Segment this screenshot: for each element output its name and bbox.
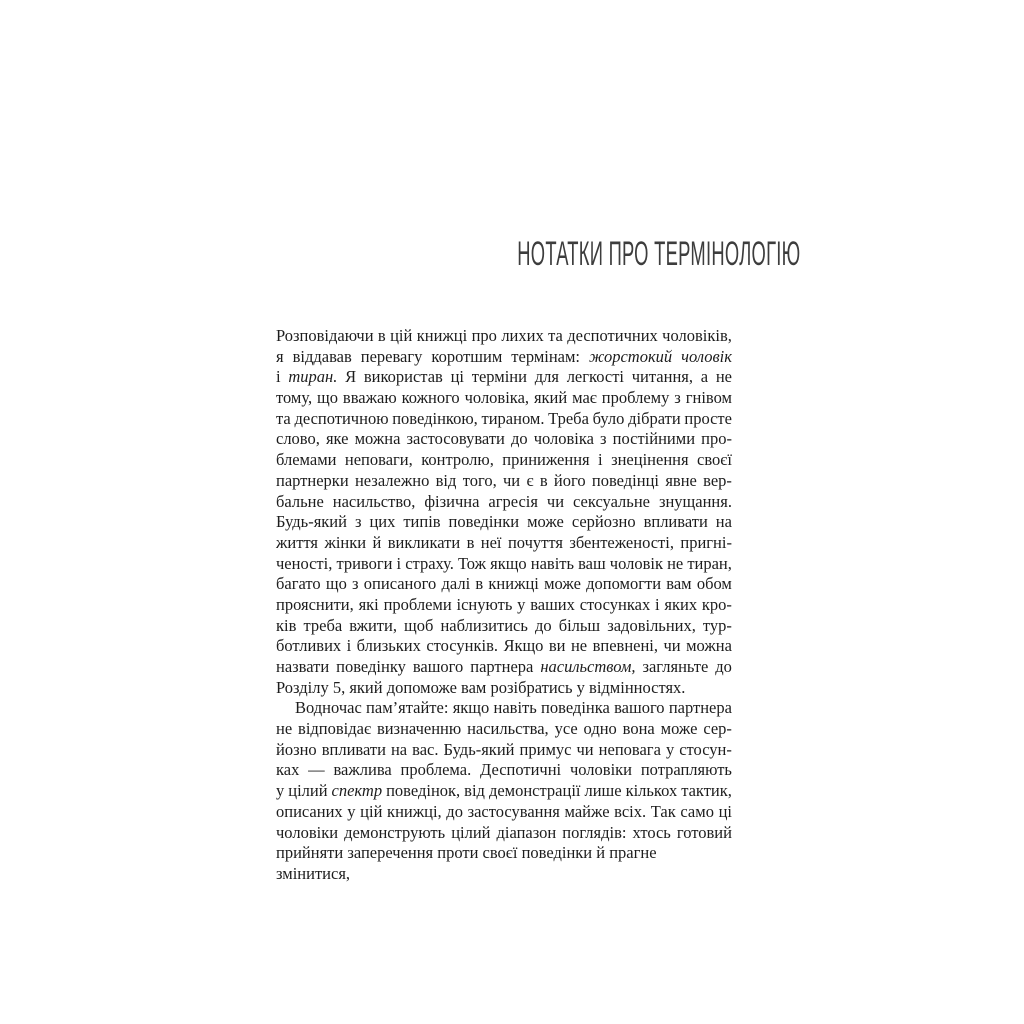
- body-text: ці: [450, 367, 464, 387]
- body-text: Розділу 5, який допоможе вам розібратись у відмінностях.: [276, 677, 686, 697]
- emphasized-text: чоловік: [681, 346, 732, 366]
- body-text: кожного: [401, 388, 460, 408]
- text-line: [276, 802, 732, 823]
- body-text: та: [548, 326, 563, 345]
- body-text: лихих: [501, 326, 544, 345]
- body-text: якщо: [490, 553, 527, 573]
- body-text: задовільних,: [607, 615, 696, 635]
- body-text: вважаю: [342, 388, 397, 408]
- text-line: [276, 719, 732, 740]
- body-text: ваш: [578, 553, 606, 573]
- body-text: і: [276, 367, 281, 387]
- body-text: може: [527, 512, 564, 532]
- text-line: [276, 760, 732, 781]
- body-text: збентеженості,: [569, 532, 674, 552]
- body-text: застосування: [467, 801, 560, 821]
- body-text: яке: [325, 429, 349, 449]
- body-text: застосовувати: [406, 429, 505, 449]
- body-text: бальне: [276, 491, 324, 511]
- body-text: приниження: [502, 450, 590, 470]
- body-text: впливати: [643, 512, 708, 532]
- body-text: ваших: [530, 594, 575, 614]
- body-text: від: [435, 470, 457, 490]
- body-text: —: [308, 760, 325, 780]
- body-text: неї: [480, 532, 502, 552]
- body-text: у: [276, 781, 285, 801]
- body-text: існують: [456, 594, 513, 614]
- body-text: який: [533, 388, 568, 408]
- body-text: діапазон: [496, 822, 557, 842]
- body-text: само: [680, 801, 714, 821]
- body-text: до: [446, 801, 463, 821]
- body-text: чи: [576, 739, 594, 759]
- text-line: [276, 388, 732, 409]
- body-text: легкості: [566, 367, 624, 387]
- body-text: поведінка: [541, 698, 610, 718]
- body-text: тур-: [702, 615, 732, 635]
- body-text: яких: [664, 594, 698, 614]
- body-text: чоловіки: [276, 822, 339, 842]
- body-text: поведінці: [591, 470, 660, 490]
- body-text: можна: [686, 636, 732, 656]
- body-text: тираном.: [481, 408, 545, 428]
- body-text: пам’ятайте:: [366, 698, 449, 718]
- body-text: йозно: [276, 739, 317, 759]
- body-text: усе: [554, 719, 578, 739]
- body-text: можна: [354, 429, 401, 449]
- body-text: стосунків.: [426, 636, 498, 656]
- body-text: не: [570, 636, 588, 656]
- body-text: може: [544, 574, 581, 594]
- body-text: більш: [558, 615, 601, 635]
- body-text: від: [464, 781, 485, 801]
- body-text: Так: [650, 801, 676, 821]
- body-text: вер-: [703, 470, 732, 490]
- body-text: чоловік: [609, 553, 663, 573]
- text-line: [276, 533, 732, 554]
- body-text: типів: [403, 512, 441, 532]
- body-text: в: [539, 470, 548, 490]
- body-text: ці: [718, 801, 732, 821]
- body-text: на: [715, 512, 732, 532]
- page-body: [276, 326, 732, 883]
- body-text: має: [572, 388, 597, 408]
- body-text: використав: [363, 367, 443, 387]
- body-text: навіть: [493, 698, 537, 718]
- body-text: життя: [276, 532, 319, 552]
- text-line: [276, 636, 732, 657]
- body-text: того,: [462, 470, 497, 490]
- body-text: чоловіка,: [464, 388, 530, 408]
- body-text: багато: [276, 574, 321, 594]
- text-line: [276, 409, 732, 430]
- emphasized-text: тиран.: [288, 367, 338, 387]
- body-text: ботливих: [276, 636, 342, 656]
- body-text: партнерки: [276, 470, 349, 490]
- body-text: є: [526, 470, 534, 490]
- body-text: відповідає: [298, 719, 372, 739]
- body-text: далі: [441, 574, 471, 594]
- body-text: ків: [276, 615, 297, 635]
- body-text: впливати: [321, 739, 386, 759]
- body-text: блемами: [276, 450, 337, 470]
- body-text: якщо: [452, 698, 490, 718]
- body-text: з: [352, 574, 359, 594]
- body-text: Треба: [548, 408, 589, 428]
- body-text: до: [715, 657, 732, 676]
- body-text: дібрати: [628, 408, 681, 428]
- page-title: НОТАТКИ ПРО ТЕРМІНОЛОГІЮ: [517, 235, 801, 273]
- body-text: важлива: [333, 760, 392, 780]
- body-text: не: [667, 553, 684, 573]
- body-text: й: [372, 532, 382, 552]
- body-text: ках: [276, 760, 300, 780]
- body-text: тиран,: [687, 553, 732, 573]
- body-text: знущання.: [658, 491, 732, 511]
- body-text: в: [377, 326, 386, 345]
- body-text: з: [354, 512, 362, 532]
- body-text: Будь-який: [276, 512, 347, 532]
- body-text: було: [592, 408, 625, 428]
- title-row: [276, 235, 801, 273]
- body-text: а: [700, 367, 709, 387]
- body-text: вашого: [412, 657, 464, 676]
- paragraph: [276, 698, 732, 883]
- body-text: насильства,: [467, 719, 549, 739]
- text-line: [276, 429, 732, 450]
- body-text: і: [346, 636, 352, 656]
- body-text: страху.: [405, 553, 454, 573]
- body-text: неповаги,: [344, 450, 413, 470]
- body-text: що: [317, 388, 338, 408]
- body-text: цілий: [451, 822, 491, 842]
- body-text: і: [396, 553, 402, 573]
- body-text: проблеми: [383, 594, 452, 614]
- body-text: може: [660, 719, 698, 739]
- text-line: [276, 512, 732, 533]
- body-text: Розповідаючи: [276, 326, 374, 345]
- body-text: Водночас: [295, 698, 362, 718]
- body-text: в: [466, 532, 475, 552]
- text-line: [276, 347, 732, 368]
- body-text: поглядів:: [562, 822, 627, 842]
- body-text: деспотичною: [294, 408, 389, 428]
- body-text: допомогти: [586, 574, 662, 594]
- body-text: чи: [663, 636, 681, 656]
- body-text: кро-: [701, 594, 732, 614]
- body-text: коротшим: [431, 346, 503, 366]
- body-text: агресія: [488, 491, 538, 511]
- body-text: цих: [369, 512, 396, 532]
- body-text: неповага: [598, 739, 661, 759]
- body-text: з: [600, 429, 607, 449]
- body-text: примус: [519, 739, 572, 759]
- body-text: стосунках: [579, 594, 651, 614]
- body-text: всіх.: [614, 801, 647, 821]
- body-text: книжці,: [387, 801, 442, 821]
- text-line: [276, 657, 732, 678]
- body-text: потрапляють: [640, 760, 732, 780]
- body-text: кількох: [625, 781, 678, 801]
- body-text: проблема.: [400, 760, 472, 780]
- body-text: вашого: [614, 698, 665, 718]
- body-text: явне: [665, 470, 697, 490]
- body-text: описаного: [363, 574, 437, 594]
- body-text: цілий: [288, 781, 328, 801]
- body-text: поведінок,: [386, 781, 461, 801]
- body-text: на: [390, 739, 408, 759]
- body-text: треба: [303, 615, 343, 635]
- body-text: лише: [584, 781, 622, 801]
- text-line: [276, 740, 732, 761]
- body-text: віддавав: [292, 346, 352, 366]
- body-text: і: [655, 594, 660, 614]
- body-text: термінам:: [511, 346, 581, 366]
- text-line: [276, 698, 732, 719]
- body-text: проблему: [601, 388, 670, 408]
- body-text: пригні-: [680, 532, 732, 552]
- body-text: не: [715, 367, 732, 387]
- body-text: контролю,: [421, 450, 494, 470]
- text-line: [276, 843, 732, 883]
- body-text: чи: [503, 470, 521, 490]
- text-line: [276, 616, 732, 637]
- body-text: у: [665, 739, 675, 759]
- body-text: тривоги: [336, 553, 393, 573]
- text-line: [276, 450, 732, 471]
- body-text: цій: [390, 326, 413, 345]
- body-text: у: [517, 594, 526, 614]
- text-line: [276, 574, 732, 595]
- body-text: в: [475, 574, 484, 594]
- body-text: партнера: [668, 698, 732, 718]
- body-text: щоб: [404, 615, 434, 635]
- body-text: одно: [583, 719, 617, 739]
- body-text: знецінення: [611, 450, 689, 470]
- body-text: не: [276, 719, 293, 739]
- body-text: Я: [345, 367, 357, 387]
- body-text: загляньте: [642, 657, 709, 676]
- body-text: демонстрації: [488, 781, 581, 801]
- body-text: викликати: [387, 532, 461, 552]
- body-text: сер-: [703, 719, 732, 739]
- body-text: ви: [548, 636, 566, 656]
- body-text: вам: [666, 574, 692, 594]
- body-text: що: [325, 574, 347, 594]
- body-text: назвати: [276, 657, 330, 676]
- text-line: [276, 471, 732, 492]
- body-text: своєї: [697, 450, 732, 470]
- text-line: [276, 554, 732, 575]
- text-line: [276, 492, 732, 513]
- body-text: чоловіків,: [662, 326, 732, 345]
- body-text: насильство,: [332, 491, 416, 511]
- body-text: майже: [564, 801, 610, 821]
- body-text: стосун-: [679, 739, 732, 759]
- body-text: і: [598, 450, 603, 470]
- body-text: впевнені,: [592, 636, 659, 656]
- body-text: вас.: [412, 739, 439, 759]
- body-text: та: [276, 408, 291, 428]
- body-text: фізична: [424, 491, 480, 511]
- body-text: описаних: [276, 801, 343, 821]
- body-text: хтось: [632, 822, 671, 842]
- body-text: обом: [696, 574, 732, 594]
- body-text: цій: [360, 801, 383, 821]
- body-text: постійними: [612, 429, 696, 449]
- body-text: поведінки: [448, 512, 520, 532]
- text-line: [276, 823, 732, 844]
- text-line: [276, 595, 732, 616]
- body-text: вона: [622, 719, 655, 739]
- body-text: почуття: [507, 532, 563, 552]
- body-text: готовий: [676, 822, 732, 842]
- emphasized-text: насильством,: [540, 657, 636, 676]
- body-text: Будь-який: [443, 739, 515, 759]
- emphasized-text: спектр: [331, 781, 383, 801]
- body-text: тому,: [276, 388, 313, 408]
- body-text: для: [534, 367, 559, 387]
- body-text: чи: [546, 491, 565, 511]
- emphasized-text: жорстокий: [589, 346, 673, 366]
- text-column: [276, 235, 801, 883]
- body-text: прийняти заперечення проти своєї поведінки й прагне змінитися,: [276, 843, 657, 883]
- body-text: демонструють: [344, 822, 446, 842]
- body-text: книжці: [416, 326, 468, 345]
- body-text: книжці: [488, 574, 539, 594]
- body-text: поведінкою,: [392, 408, 478, 428]
- body-text: його: [553, 470, 586, 490]
- body-text: чоловіки: [569, 760, 633, 780]
- body-text: Тож: [457, 553, 487, 573]
- body-text: незалежно: [354, 470, 430, 490]
- paragraph: [276, 326, 732, 698]
- body-text: наблизитись: [440, 615, 528, 635]
- text-line: [276, 326, 732, 347]
- body-text: вжити,: [349, 615, 397, 635]
- body-text: Деспотичні: [480, 760, 562, 780]
- body-text: які: [358, 594, 379, 614]
- body-text: до: [510, 429, 528, 449]
- body-text: просте: [684, 408, 732, 428]
- body-text: сексуальне: [573, 491, 650, 511]
- body-text: з: [674, 388, 681, 408]
- body-text: терміни: [471, 367, 527, 387]
- body-text: про-: [701, 429, 732, 449]
- body-text: жінки: [324, 532, 367, 552]
- body-text: навіть: [530, 553, 575, 573]
- body-text: гнівом: [685, 388, 732, 408]
- body-text: визначенню: [376, 719, 462, 739]
- body-text: я: [276, 346, 284, 366]
- body-text: чоловіка: [533, 429, 594, 449]
- body-text: близьких: [356, 636, 421, 656]
- text-line: [276, 678, 732, 699]
- body-text: партнера: [470, 657, 534, 676]
- body-text: до: [534, 615, 552, 635]
- body-text: тактик,: [681, 781, 732, 801]
- body-text: прояснити,: [276, 594, 354, 614]
- body-text: слово,: [276, 429, 320, 449]
- body-text: деспотичних: [567, 326, 658, 345]
- body-text: серйозно: [571, 512, 636, 532]
- body-text: Якщо: [503, 636, 544, 656]
- text-line: [276, 781, 732, 802]
- body-text: поведінку: [336, 657, 406, 676]
- body-text: ченості,: [276, 553, 333, 573]
- text-line: [276, 367, 732, 388]
- body-text: перевагу: [360, 346, 423, 366]
- body-text: читання,: [631, 367, 693, 387]
- body-text: про: [471, 326, 497, 345]
- body-text: у: [347, 801, 356, 821]
